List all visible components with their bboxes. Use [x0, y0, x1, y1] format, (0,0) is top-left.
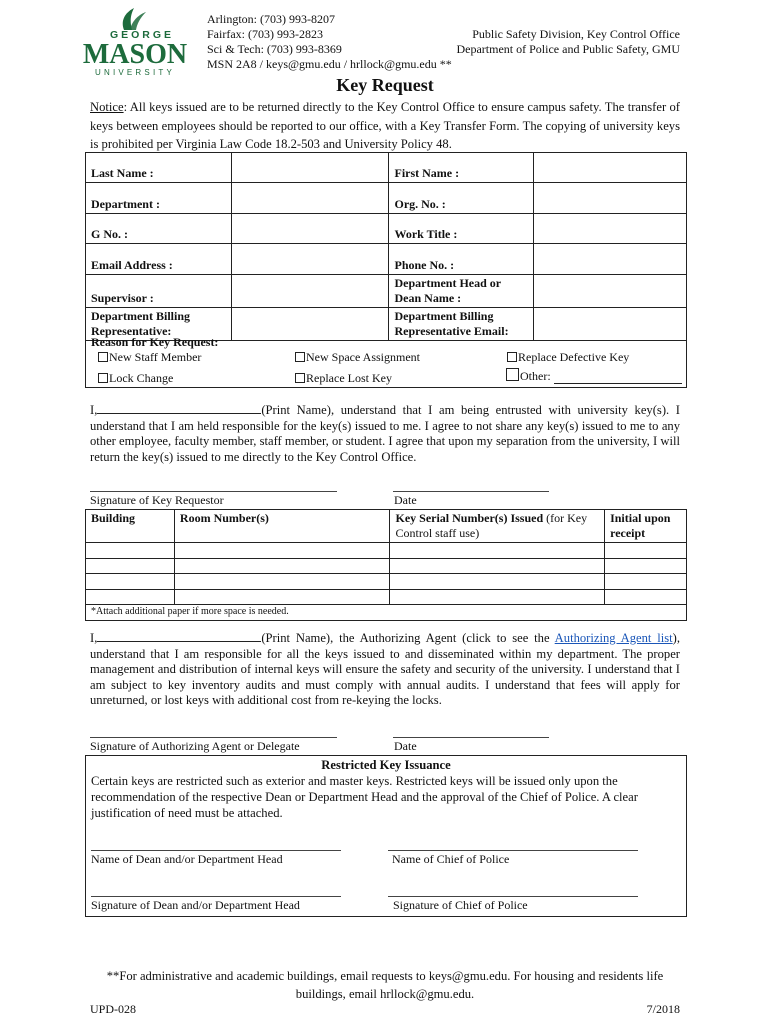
header-serial-numbers	[390, 510, 605, 543]
gmu-logo-graphic	[80, 6, 190, 78]
requestor-date-line[interactable]	[393, 491, 549, 492]
reason-section	[85, 335, 687, 388]
department-label: Department :	[86, 183, 232, 213]
header-initial: Initial upon receipt	[605, 510, 687, 543]
requestor-print-name-field[interactable]	[97, 402, 261, 414]
contact-arlington: Arlington: (703) 993-8207	[207, 12, 335, 26]
header-serial-note: (for Key Control staff use)	[395, 511, 588, 540]
phone-label: Phone No. :	[389, 244, 534, 274]
g-no-label: G No. :	[86, 213, 232, 243]
agent-statement	[90, 630, 680, 709]
info-row	[86, 213, 687, 243]
statement-prefix: I,	[90, 403, 98, 417]
option-label: New Space Assignment	[306, 350, 420, 364]
option-replace-lost[interactable]	[295, 371, 392, 386]
dean-name-line[interactable]	[91, 850, 341, 851]
option-label: Lock Change	[109, 371, 174, 385]
restricted-title: Restricted Key Issuance	[321, 758, 451, 772]
chief-signature-line[interactable]	[388, 896, 638, 897]
notice-label: Notice	[90, 100, 124, 114]
last-name-label: Last Name :	[86, 153, 232, 183]
initial-cell[interactable]	[605, 558, 687, 574]
form-date: 7/2018	[646, 1002, 680, 1016]
keys-header-row	[86, 510, 687, 543]
contact-scitech: Sci & Tech: (703) 993-8369	[207, 42, 342, 56]
division-name: Public Safety Division, Key Control Office	[472, 27, 680, 41]
form-number: UPD-028	[90, 1002, 137, 1016]
table-row	[86, 543, 687, 559]
agent-prefix: I,	[90, 631, 98, 645]
serial-cell[interactable]	[390, 574, 605, 590]
agent-date-label: Date	[394, 739, 417, 753]
table-row	[86, 558, 687, 574]
work-title-label: Work Title :	[389, 213, 534, 243]
logo-university: UNIVERSITY	[94, 68, 176, 77]
table-row	[86, 589, 687, 605]
info-row	[86, 274, 687, 307]
chief-name-line[interactable]	[388, 850, 638, 851]
last-name-field[interactable]	[231, 153, 389, 183]
checkbox-new-space[interactable]	[295, 352, 305, 362]
dean-signature-label: Signature of Dean and/or Department Head	[91, 898, 300, 912]
first-name-label: First Name :	[389, 153, 534, 183]
billing-email-label: Department Billing Representative Email:	[389, 307, 534, 340]
work-title-field[interactable]	[534, 213, 687, 243]
option-label: New Staff Member	[109, 350, 202, 364]
dean-signature-line[interactable]	[91, 896, 341, 897]
g-no-field[interactable]	[231, 213, 389, 243]
restricted-body: Certain keys are restricted such as exterior and master keys. Restricted keys will be issued only upon the recommendation of the respective Dean or Department Head and the approval of the Chief of Police. A clear justification of need must be attached.	[91, 774, 638, 820]
building-cell[interactable]	[86, 543, 175, 559]
reason-title: Reason for Key Request:	[91, 335, 219, 349]
room-cell[interactable]	[174, 589, 390, 605]
checkbox-replace-defective[interactable]	[507, 352, 517, 362]
notice-text: : All keys issued are to be returned directly to the Key Control Office to ensure campus safety. The transfer of keys between employees should be reported to our office, with a Key Transfer Form. The copying of university keys is prohibited per Virginia Law Code 18.2-503 and University Policy 48.	[90, 100, 680, 151]
initial-cell[interactable]	[605, 543, 687, 559]
contact-msn-email: MSN 2A8 / keys@gmu.edu / hrllock@gmu.edu **	[207, 57, 452, 71]
agent-signature-label: Signature of Authorizing Agent or Delegate	[90, 739, 300, 753]
email-label: Email Address :	[86, 244, 232, 274]
notice-paragraph	[90, 98, 680, 154]
table-footnote-row	[86, 605, 687, 621]
option-new-staff[interactable]	[98, 350, 201, 365]
requestor-date-label: Date	[394, 493, 417, 507]
checkbox-lock-change[interactable]	[98, 373, 108, 383]
checkbox-replace-lost[interactable]	[295, 373, 305, 383]
dept-head-label: Department Head or Dean Name :	[389, 274, 534, 307]
checkbox-other[interactable]	[506, 368, 519, 381]
initial-cell[interactable]	[605, 574, 687, 590]
department-name: Department of Police and Public Safety, GMU	[456, 42, 680, 56]
requestor-signature-line[interactable]	[90, 491, 337, 492]
logo-mason: MASON	[82, 39, 188, 70]
agent-text-2: ), understand that I am responsible for all the keys issued to and disseminated within my department. The proper management and distribution of internal keys will ensure the safety and security of the university. I understand that I am subject to key inventory audits and must comply with annual audits. I understand that fees will apply for unreturned, or lost keys with additional cost from re-keying the locks.	[90, 631, 680, 708]
department-info	[456, 27, 680, 57]
requestor-signature-label: Signature of Key Requestor	[90, 493, 224, 507]
option-label: Replace Lost Key	[306, 371, 392, 385]
keys-table	[85, 509, 687, 621]
logo-george: GEORGE	[109, 29, 175, 41]
gmu-logo	[80, 6, 190, 78]
option-lock-change[interactable]	[98, 371, 173, 386]
requestor-info-table	[85, 152, 687, 341]
first-name-field[interactable]	[534, 153, 687, 183]
room-cell[interactable]	[174, 543, 390, 559]
authorizing-agent-link[interactable]: Authorizing Agent list	[554, 631, 673, 645]
header-building: Building	[86, 510, 175, 543]
restricted-key-section	[85, 755, 687, 917]
contact-phones	[207, 12, 452, 72]
chief-name-label: Name of Chief of Police	[392, 852, 510, 866]
room-cell[interactable]	[174, 574, 390, 590]
header-room-numbers	[174, 510, 390, 543]
phone-field[interactable]	[534, 244, 687, 274]
chief-signature-label: Signature of Chief of Police	[393, 898, 528, 912]
org-no-field[interactable]	[534, 183, 687, 213]
page-title: Key Request	[336, 75, 434, 95]
checkbox-new-staff[interactable]	[98, 352, 108, 362]
other-reason-field[interactable]	[554, 372, 682, 384]
building-cell[interactable]	[86, 558, 175, 574]
agent-text-1: (Print Name), the Authorizing Agent (click to see the	[261, 631, 555, 645]
org-no-label: Org. No. :	[389, 183, 534, 213]
statement-text: (Print Name), understand that I am being entrusted with university key(s). I understand that I am held responsible for the key(s) issued to me. I agree to not share any key(s) issued to me to any other employee, faculty member, staff member, or student. I agree that upon my separation from the university, I will return the key(s) issued to me directly to the Key Control Office.	[90, 403, 680, 464]
building-cell[interactable]	[86, 589, 175, 605]
supervisor-field[interactable]	[231, 274, 389, 307]
info-row	[86, 183, 687, 213]
billing-rep-label: Department Billing Representative:	[86, 307, 232, 340]
department-field[interactable]	[231, 183, 389, 213]
header-serial-label: Key Serial Number(s) Issued	[395, 511, 544, 525]
option-replace-defective[interactable]	[507, 350, 629, 365]
contact-fairfax: Fairfax: (703) 993-2823	[207, 27, 323, 41]
option-label: Replace Defective Key	[518, 350, 630, 364]
info-row	[86, 153, 687, 183]
agent-print-name-field[interactable]	[97, 630, 261, 642]
option-new-space[interactable]	[295, 350, 420, 365]
dept-head-field[interactable]	[534, 274, 687, 307]
serial-cell[interactable]	[390, 543, 605, 559]
option-label: Other:	[520, 369, 551, 383]
option-other[interactable]	[506, 368, 682, 384]
header-room-label: Room Number(s)	[179, 511, 269, 525]
email-field[interactable]	[231, 244, 389, 274]
room-cell[interactable]	[174, 558, 390, 574]
footer-note: **For administrative and academic buildings, email requests to keys@gmu.edu. For housing and residents life buildings, email hrllock@gmu.edu.	[106, 969, 664, 1001]
serial-cell[interactable]	[390, 558, 605, 574]
table-footnote: *Attach additional paper if more space is needed.	[86, 605, 687, 621]
supervisor-label: Supervisor :	[86, 274, 232, 307]
agent-signature-line[interactable]	[90, 737, 337, 738]
building-cell[interactable]	[86, 574, 175, 590]
agent-date-line[interactable]	[393, 737, 549, 738]
requestor-statement	[90, 402, 680, 465]
initial-cell[interactable]	[605, 589, 687, 605]
dean-name-label: Name of Dean and/or Department Head	[91, 852, 283, 866]
serial-cell[interactable]	[390, 589, 605, 605]
info-row	[86, 244, 687, 274]
table-row	[86, 574, 687, 590]
